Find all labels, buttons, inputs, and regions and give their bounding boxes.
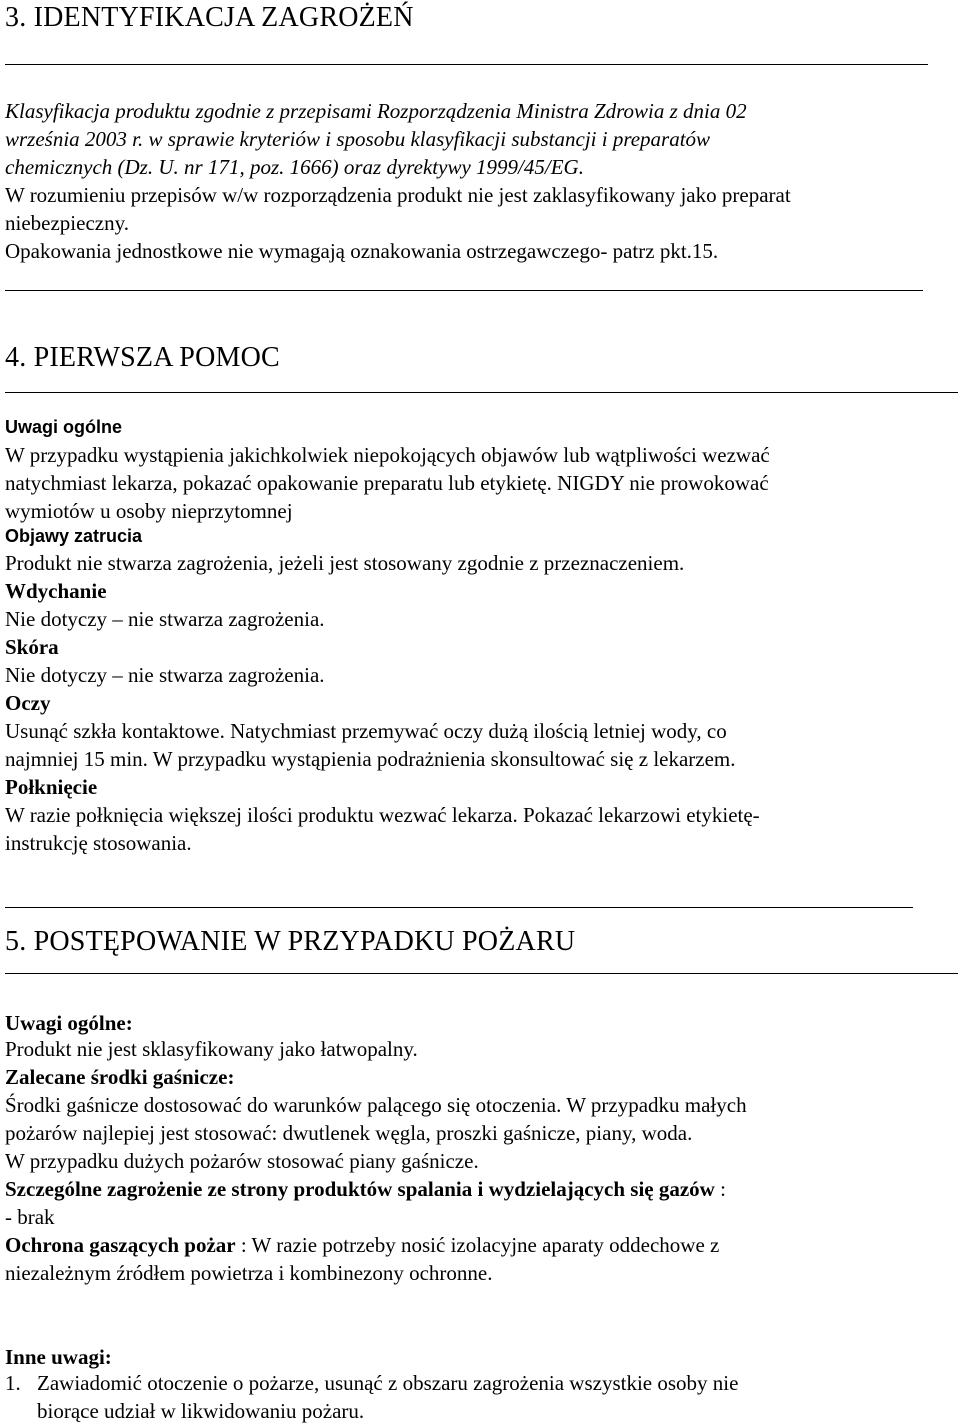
symptoms-text: Produkt nie stwarza zagrożenia, jeżeli jest stosowany zgodnie z przeznaczeniem.	[5, 551, 685, 575]
skin-text: Nie dotyczy – nie stwarza zagrożenia.	[5, 663, 325, 687]
swallow-label: Połknięcie	[5, 775, 98, 799]
section-4-end-rule	[5, 907, 913, 908]
classification-line-3: chemicznych (Dz. U. nr 171, poz. 1666) oraz dyrektywy 1999/45/EG.	[5, 155, 584, 179]
regulation-line-1: W rozumieniu przepisów w/w rozporządzenia produkt nie jest zaklasyfikowany jako preparat	[5, 183, 791, 207]
section-3-heading: 3. IDENTYFIKACJA ZAGROŻEŃ	[5, 2, 414, 33]
symptoms-label: Objawy zatrucia	[5, 526, 143, 546]
fire-general-label: Uwagi ogólne:	[5, 1011, 133, 1035]
special-hazard-label: Szczególne zagrożenie ze strony produktów spalania i wydzielających się gazów	[5, 1177, 715, 1201]
section-3-heading-rule	[5, 64, 928, 65]
fire-general-text: Produkt nie jest sklasyfikowany jako łatwopalny.	[5, 1037, 418, 1061]
eyes-line-2: najmniej 15 min. W przypadku wystąpienia podrażnienia skonsultować się z lekarzem.	[5, 747, 736, 771]
special-hazard-row	[5, 1175, 726, 1203]
firefighter-protection-label: Ochrona gaszących pożar	[5, 1233, 236, 1257]
first-aid-general-line-1: W przypadku wystąpienia jakichkolwiek niepokojących objawów lub wątpliwości wezwać	[5, 443, 770, 467]
extinguishing-media-label: Zalecane środki gaśnicze:	[5, 1065, 235, 1089]
eyes-label: Oczy	[5, 691, 51, 715]
special-hazard-text: - brak	[5, 1205, 55, 1229]
firefighter-protection-text-2: niezależnym źródłem powietrza i kombinezony ochronne.	[5, 1261, 493, 1285]
extinguishing-media-line-1: Środki gaśnicze dostosować do warunków palącego się otoczenia. W przypadku małych	[5, 1093, 747, 1117]
list-item-number: 1.	[5, 1371, 21, 1395]
list-item-line-1: Zawiadomić otoczenie o pożarze, usunąć z obszaru zagrożenia wszystkie osoby nie	[37, 1371, 739, 1395]
section-3-end-rule	[5, 290, 923, 291]
firefighter-protection-row	[5, 1231, 719, 1259]
firefighter-protection-text-1: : W razie potrzeby nosić izolacyjne aparaty oddechowe z	[235, 1233, 720, 1257]
first-aid-general-line-2: natychmiast lekarza, pokazać opakowanie preparatu lub etykietę. NIGDY nie prowokować	[5, 471, 769, 495]
other-remarks-label: Inne uwagi:	[5, 1345, 112, 1369]
inhalation-text: Nie dotyczy – nie stwarza zagrożenia.	[5, 607, 325, 631]
section-5-heading: 5. POSTĘPOWANIE W PRZYPADKU POŻARU	[5, 926, 576, 957]
classification-line-2: września 2003 r. w sprawie kryteriów i sposobu klasyfikacji substancji i preparatów	[5, 127, 711, 151]
first-aid-general-label: Uwagi ogólne	[5, 417, 122, 437]
classification-line-1: Klasyfikacja produktu zgodnie z przepisami Rozporządzenia Ministra Zdrowia z dnia 02	[5, 99, 747, 123]
other-remarks-item-1	[5, 1369, 738, 1397]
extinguishing-media-line-2: pożarów najlepiej jest stosować: dwutlenek węgla, proszki gaśnicze, piany, woda.	[5, 1121, 693, 1145]
extinguishing-media-line-3: W przypadku dużych pożarów stosować piany gaśnicze.	[5, 1149, 479, 1173]
first-aid-general-line-3: wymiotów u osoby nieprzytomnej	[5, 499, 293, 523]
list-item-line-2: biorące udział w likwidowaniu pożaru.	[37, 1399, 365, 1423]
regulation-line-2: niebezpieczny.	[5, 211, 129, 235]
swallow-line-1: W razie połknięcia większej ilości produktu wezwać lekarza. Pokazać lekarzowi etykietę-	[5, 803, 760, 827]
eyes-line-1: Usunąć szkła kontaktowe. Natychmiast przemywać oczy dużą ilością letniej wody, co	[5, 719, 727, 743]
special-hazard-colon: :	[714, 1177, 726, 1201]
section-4-heading-rule	[5, 392, 958, 393]
section-5-heading-rule	[5, 973, 958, 974]
inhalation-label: Wdychanie	[5, 579, 107, 603]
swallow-line-2: instrukcję stosowania.	[5, 831, 192, 855]
section-4-heading: 4. PIERWSZA POMOC	[5, 342, 280, 373]
skin-label: Skóra	[5, 635, 59, 659]
packaging-line: Opakowania jednostkowe nie wymagają oznakowania ostrzegawczego- patrz pkt.15.	[5, 239, 719, 263]
